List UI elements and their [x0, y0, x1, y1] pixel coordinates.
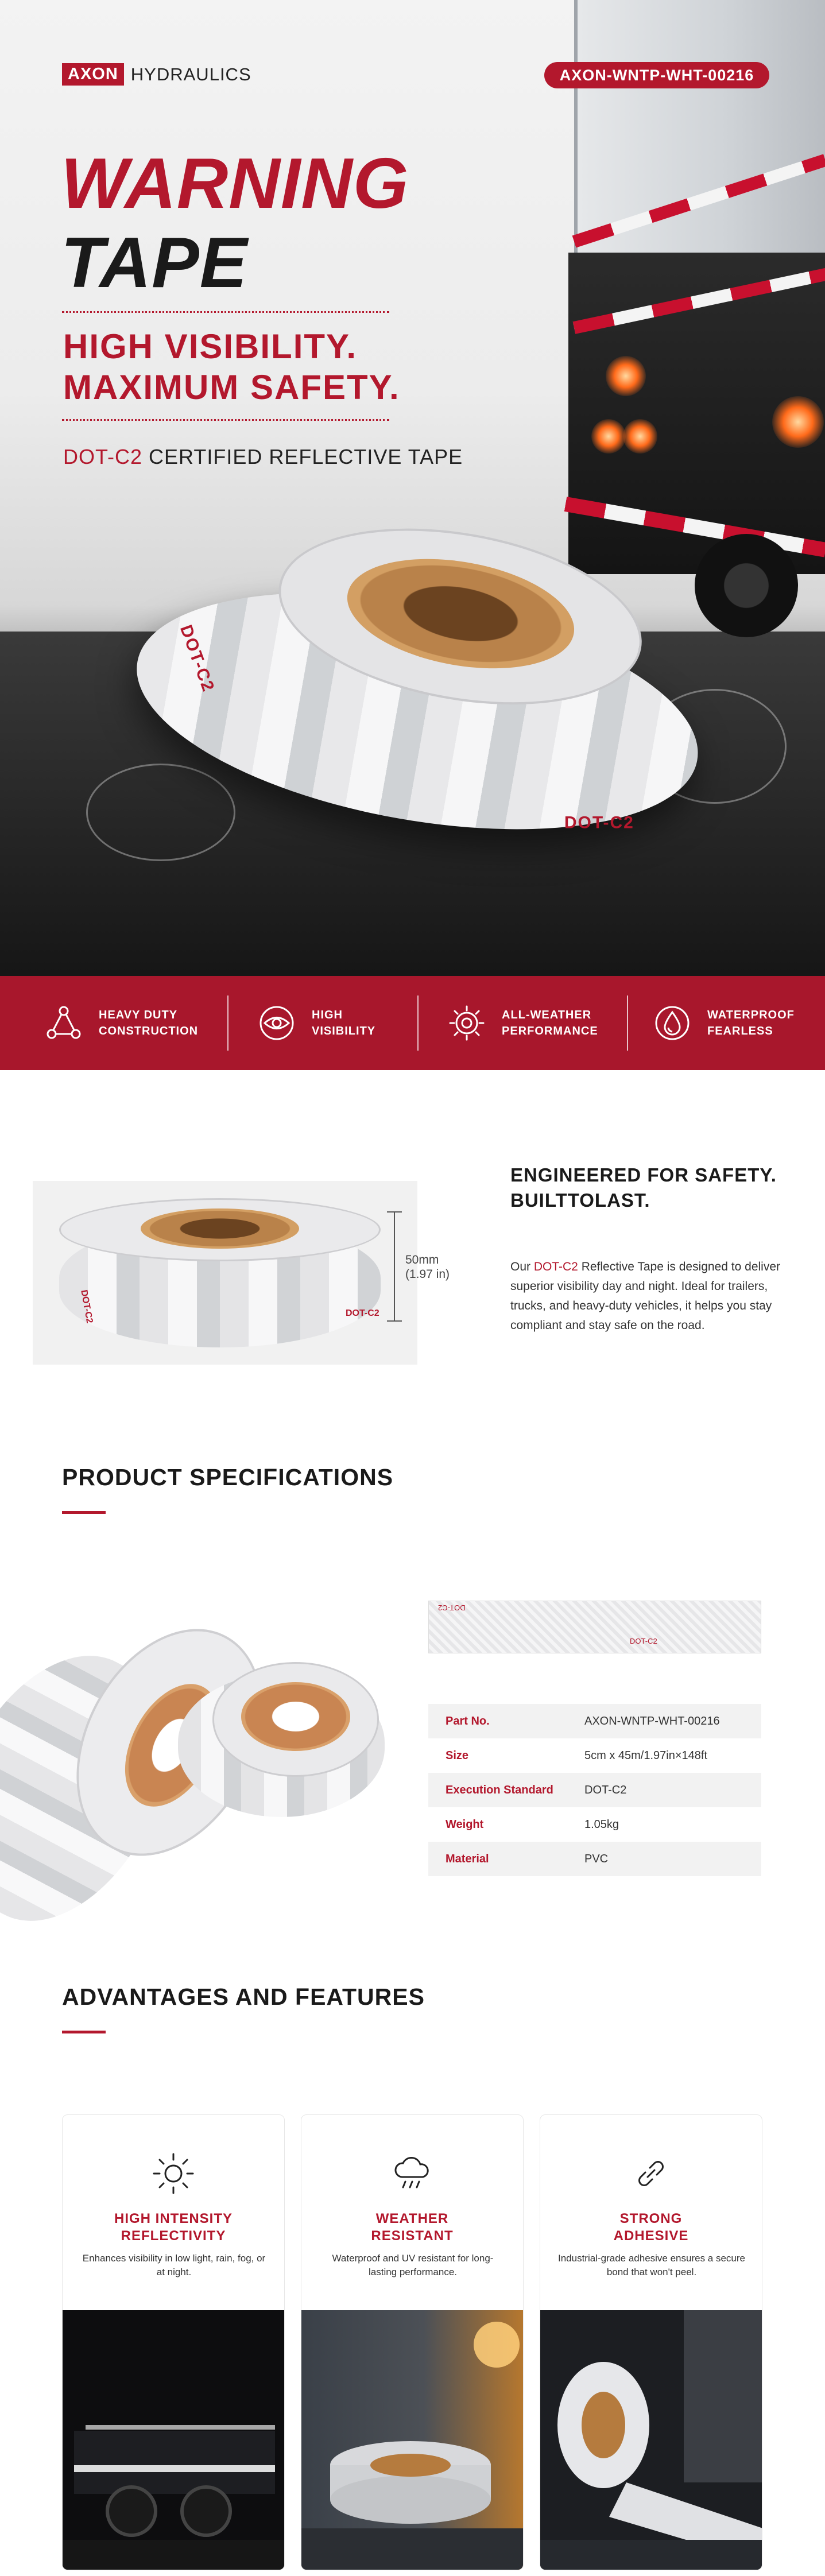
truck-tail-light [606, 356, 646, 396]
tape-print-label: DOT-C2 [176, 622, 218, 695]
hero-subtitle-line1: HIGH VISIBILITY. [63, 327, 358, 366]
link-icon [628, 2151, 674, 2197]
night-trailer-photo [63, 2310, 285, 2570]
engineered-title-line2: BUILTTOLAST. [510, 1190, 650, 1211]
dimension-mm: 50mm [405, 1253, 439, 1266]
dimension-label [405, 1253, 450, 1281]
truck-tail-light [772, 396, 824, 448]
feature-high-visibility [258, 976, 375, 1070]
engineered-description [510, 1257, 786, 1335]
truck-tail-light [591, 419, 626, 454]
card-description: Waterproof and UV resistant for long-lasting performance. [332, 2253, 494, 2277]
spec-value: AXON-WNTP-WHT-00216 [584, 1714, 720, 1727]
feature-label: WATERPROOF [707, 1009, 795, 1021]
truck-tail-light [623, 419, 657, 454]
engineered-title [510, 1163, 777, 1213]
table-row [428, 1807, 761, 1842]
card-title [540, 2210, 762, 2245]
brand-name: HYDRAULICS [130, 64, 251, 84]
card-title-line2: REFLECTIVITY [121, 2228, 226, 2244]
tape-strip-image [428, 1601, 761, 1653]
card-title-line2: RESISTANT [371, 2228, 454, 2244]
card-title [63, 2210, 284, 2245]
feature-divider [627, 995, 628, 1051]
card-title-line1: STRONG [619, 2211, 683, 2226]
construction-nodes-icon [45, 1004, 83, 1042]
tape-print-label: DOT-C2 [346, 1308, 379, 1318]
card-description: Enhances visibility in low light, rain, fog, or at night. [82, 2253, 266, 2277]
tape-print-label: DOT-C2 [630, 1637, 657, 1645]
spec-value: 1.05kg [584, 1818, 619, 1831]
certification-line [63, 445, 463, 469]
spec-key: Weight [446, 1818, 484, 1831]
tape-roll-core [241, 1682, 350, 1751]
spec-key: Part No. [446, 1714, 490, 1727]
tape-application-photo [540, 2310, 762, 2570]
specs-heading: PRODUCT SPECIFICATIONS [62, 1464, 394, 1490]
spec-key: Size [446, 1749, 469, 1762]
truck-trailer [574, 0, 825, 253]
water-drop-icon [653, 1004, 691, 1042]
table-row [428, 1773, 761, 1807]
feature-card-adhesive [540, 2114, 762, 2570]
cloud-rain-icon [389, 2151, 435, 2197]
card-title-line1: WEATHER [375, 2211, 449, 2226]
hero-title-line2: TAPE [61, 223, 248, 303]
weather-gear-icon [448, 1004, 486, 1042]
feature-card-weather [301, 2114, 524, 2570]
desc-standard: DOT-C2 [533, 1260, 578, 1273]
dimension-in: (1.97 in) [405, 1268, 450, 1281]
tape-roll-core [141, 1208, 299, 1249]
brand-mark: AXON [62, 63, 124, 86]
feature-label: PERFORMANCE [502, 1025, 598, 1037]
table-row [428, 1738, 761, 1773]
table-row [428, 1842, 761, 1876]
feature-label: FEARLESS [707, 1025, 773, 1037]
spec-value: 5cm x 45m/1.97in×148ft [584, 1749, 708, 1762]
hero-banner [0, 0, 825, 976]
feature-card-reflectivity [62, 2114, 285, 2570]
cert-text: CERTIFIED REFLECTIVE TAPE [142, 445, 463, 468]
engineered-title-line1: ENGINEERED FOR SAFETY. [510, 1164, 777, 1186]
desc-pre: Our [510, 1260, 534, 1273]
eye-icon [258, 1004, 296, 1042]
feature-label: CONSTRUCTION [99, 1025, 199, 1037]
specs-table [428, 1704, 761, 1876]
spec-value: DOT-C2 [584, 1783, 627, 1796]
card-description: Industrial-grade adhesive ensures a secure bond that won't peel. [557, 2253, 746, 2277]
specs-product-image [0, 1599, 390, 1943]
hero-title-line1: WARNING [61, 144, 409, 223]
feature-label: HEAVY DUTY [99, 1009, 178, 1021]
feature-label: HIGH [312, 1009, 343, 1021]
feature-heavy-duty [45, 976, 198, 1070]
brand-logo[interactable] [62, 63, 251, 86]
feature-divider [417, 995, 419, 1051]
hero-subtitle-line2: MAXIMUM SAFETY. [63, 368, 400, 406]
spec-key: Execution Standard [446, 1783, 553, 1796]
feature-bar [0, 976, 825, 1070]
advantages-heading: ADVANTAGES AND FEATURES [62, 1984, 425, 2010]
spec-key: Material [446, 1852, 489, 1865]
card-title [301, 2210, 523, 2245]
feature-all-weather [448, 976, 598, 1070]
feature-label: VISIBILITY [312, 1025, 376, 1037]
feature-label: ALL-WEATHER [502, 1009, 592, 1021]
tape-print-label: DOT-C2 [438, 1603, 466, 1612]
tape-print-label: DOT-C2 [79, 1289, 95, 1324]
rain-tape-photo [301, 2310, 524, 2570]
feature-divider [227, 995, 228, 1051]
feature-waterproof [653, 976, 795, 1070]
heading-underline [62, 1511, 106, 1514]
spec-value: PVC [584, 1852, 609, 1865]
tape-print-label: DOT-C2 [564, 813, 634, 832]
part-number-badge: AXON-WNTP-WHT-00216 [544, 62, 769, 88]
dimension-marker [387, 1211, 402, 1322]
dotted-divider [62, 311, 389, 313]
product-roll-image [33, 1181, 417, 1365]
heading-underline [62, 2031, 106, 2033]
table-row [428, 1704, 761, 1738]
desc-body: Reflective Tape is designed to deliver superior visibility day and night. Ideal for trailers, trucks, and heavy-duty vehicles, it helps you stay compliant and stay safe on the road. [510, 1260, 781, 1332]
cert-standard: DOT-C2 [63, 445, 143, 468]
card-title-line2: ADHESIVE [613, 2228, 689, 2244]
dotted-divider [62, 419, 389, 421]
sun-icon [150, 2151, 196, 2197]
card-title-line1: HIGH INTENSITY [114, 2211, 233, 2226]
